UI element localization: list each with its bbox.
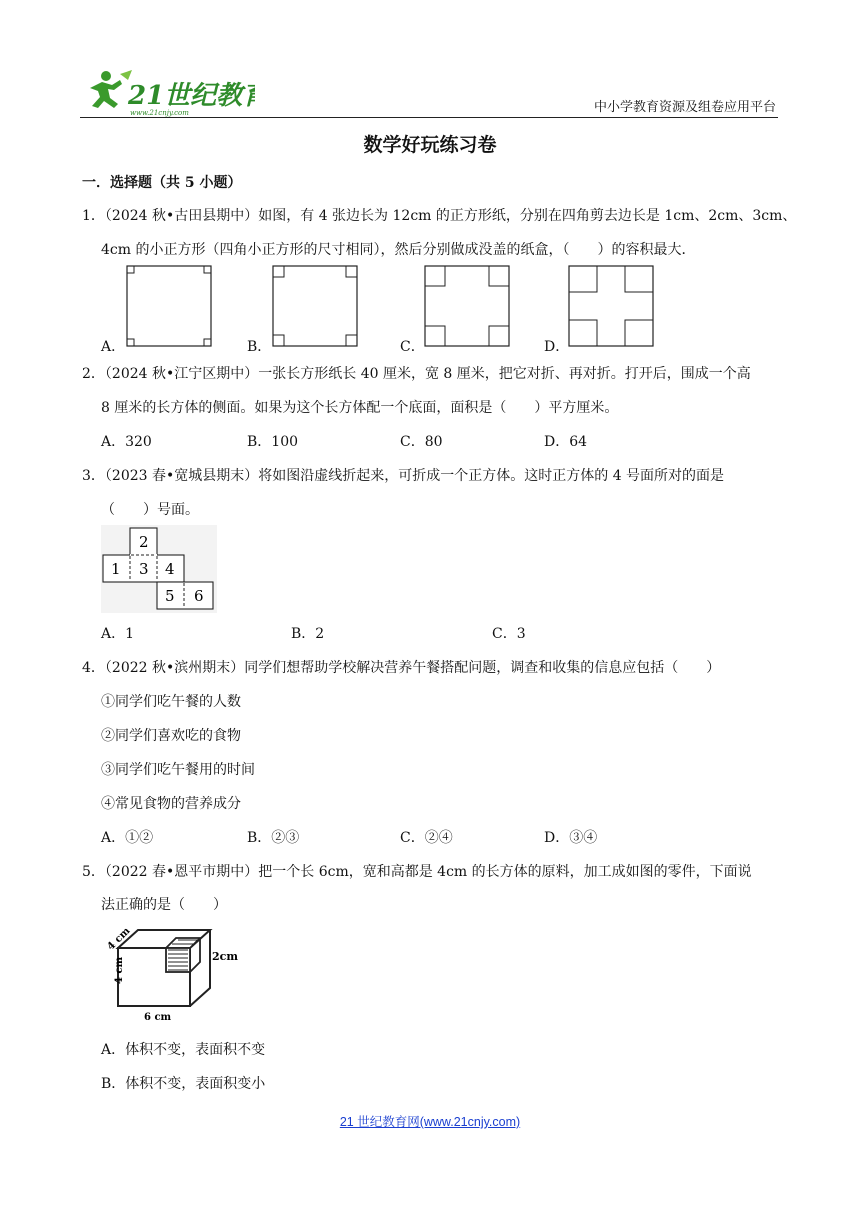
q1-line1: 1．（2024 秋•古田县期中）如图，有 4 张边长为 12cm 的正方形纸，分别在四角剪去边长是 1cm、2cm、3cm、	[82, 208, 797, 224]
footer-link[interactable]: 21 世纪教育网(www.21cnjy.com)	[339, 1115, 521, 1129]
q2-option-c[interactable]: C．80	[400, 434, 443, 450]
q5-line2: 法正确的是（ ）	[101, 897, 227, 913]
q4-option-c[interactable]: C．②④	[400, 830, 453, 846]
q2-option-a[interactable]: A．320	[101, 434, 152, 450]
q2-line2: 8 厘米的长方体的侧面。如果为这个长方体配一个底面，面积是（ ）平方厘米。	[101, 400, 619, 416]
q4-item-4: ④常见食物的营养成分	[101, 796, 241, 812]
q5-line1: 5．（2022 春•恩平市期中）把一个长 6cm，宽和高都是 4cm 的长方体的原料，加工成如图的零件，下面说	[82, 864, 752, 880]
q2-option-b[interactable]: B．100	[247, 434, 299, 450]
page-title: 数学好玩练习卷	[363, 134, 497, 156]
q1-option-a[interactable]: A．	[101, 339, 126, 355]
net-face-5: 5	[165, 587, 175, 605]
net-face-6: 6	[194, 587, 204, 605]
q1-figure-b	[271, 264, 361, 350]
q1-figure-c	[423, 264, 513, 350]
logo	[80, 68, 255, 118]
q4-item-3: ③同学们吃午餐用的时间	[101, 762, 255, 778]
logo-text: 21世纪教育	[128, 81, 255, 111]
q4-line1: 4．（2022 秋•滨州期末）同学们想帮助学校解决营养午餐搭配问题，调查和收集的信息应包括（ ）	[82, 660, 721, 676]
q4-item-1: ①同学们吃午餐的人数	[101, 694, 241, 710]
header-platform-text: 中小学教育资源及组卷应用平台	[593, 100, 776, 115]
q1-option-b[interactable]: B．	[247, 339, 272, 355]
q4-option-b[interactable]: B．②③	[247, 830, 300, 846]
q4-option-d[interactable]: D．③④	[544, 830, 598, 846]
q5-part-figure	[100, 922, 260, 1022]
net-face-1: 1	[111, 560, 121, 578]
q3-line1: 3．（2023 春•宽城县期末）将如图沿虚线折起来，可折成一个正方体。这时正方体的 4 号面所对的面是	[82, 468, 725, 484]
q2-line1: 2．（2024 秋•江宁区期中）一张长方形纸长 40 厘米，宽 8 厘米，把它对折、再对折。打开后，围成一个高	[82, 366, 751, 382]
q4-option-a[interactable]: A．①②	[101, 830, 154, 846]
q3-line2: （ ）号面。	[101, 502, 199, 518]
net-face-4: 4	[165, 560, 175, 578]
logo-url: www.21cnjy.com	[130, 109, 189, 117]
q1-option-c[interactable]: C．	[400, 339, 425, 355]
header-divider	[80, 117, 778, 118]
q3-option-a[interactable]: A．1	[101, 626, 135, 642]
logo-graphic	[80, 68, 255, 118]
section-heading: 一．选择题（共 5 小题）	[82, 175, 242, 191]
net-face-2: 2	[139, 533, 149, 551]
q5-option-b[interactable]: B．体积不变，表面积变小	[101, 1076, 266, 1092]
q1-figure-d	[567, 264, 657, 350]
figure-label-height: 4 cm	[114, 956, 125, 984]
q3-option-c[interactable]: C．3	[492, 626, 526, 642]
q1-figure-a	[125, 264, 215, 350]
q2-option-d[interactable]: D．64	[544, 434, 588, 450]
q4-item-2: ②同学们喜欢吃的食物	[101, 728, 241, 744]
q1-line2: 4cm 的小正方形（四角小正方形的尺寸相同），然后分别做成没盖的纸盒，（ ）的容积最大．	[101, 242, 696, 258]
q3-cube-net	[101, 525, 217, 613]
figure-label-cutout: 2cm	[212, 950, 238, 963]
q1-option-d[interactable]: D．	[544, 339, 570, 355]
q3-option-b[interactable]: B．2	[291, 626, 325, 642]
figure-label-length: 6 cm	[144, 1012, 172, 1022]
q5-option-a[interactable]: A．体积不变，表面积不变	[101, 1042, 266, 1058]
figure-label-width: 4 cm	[105, 925, 133, 953]
net-face-3: 3	[139, 560, 149, 578]
